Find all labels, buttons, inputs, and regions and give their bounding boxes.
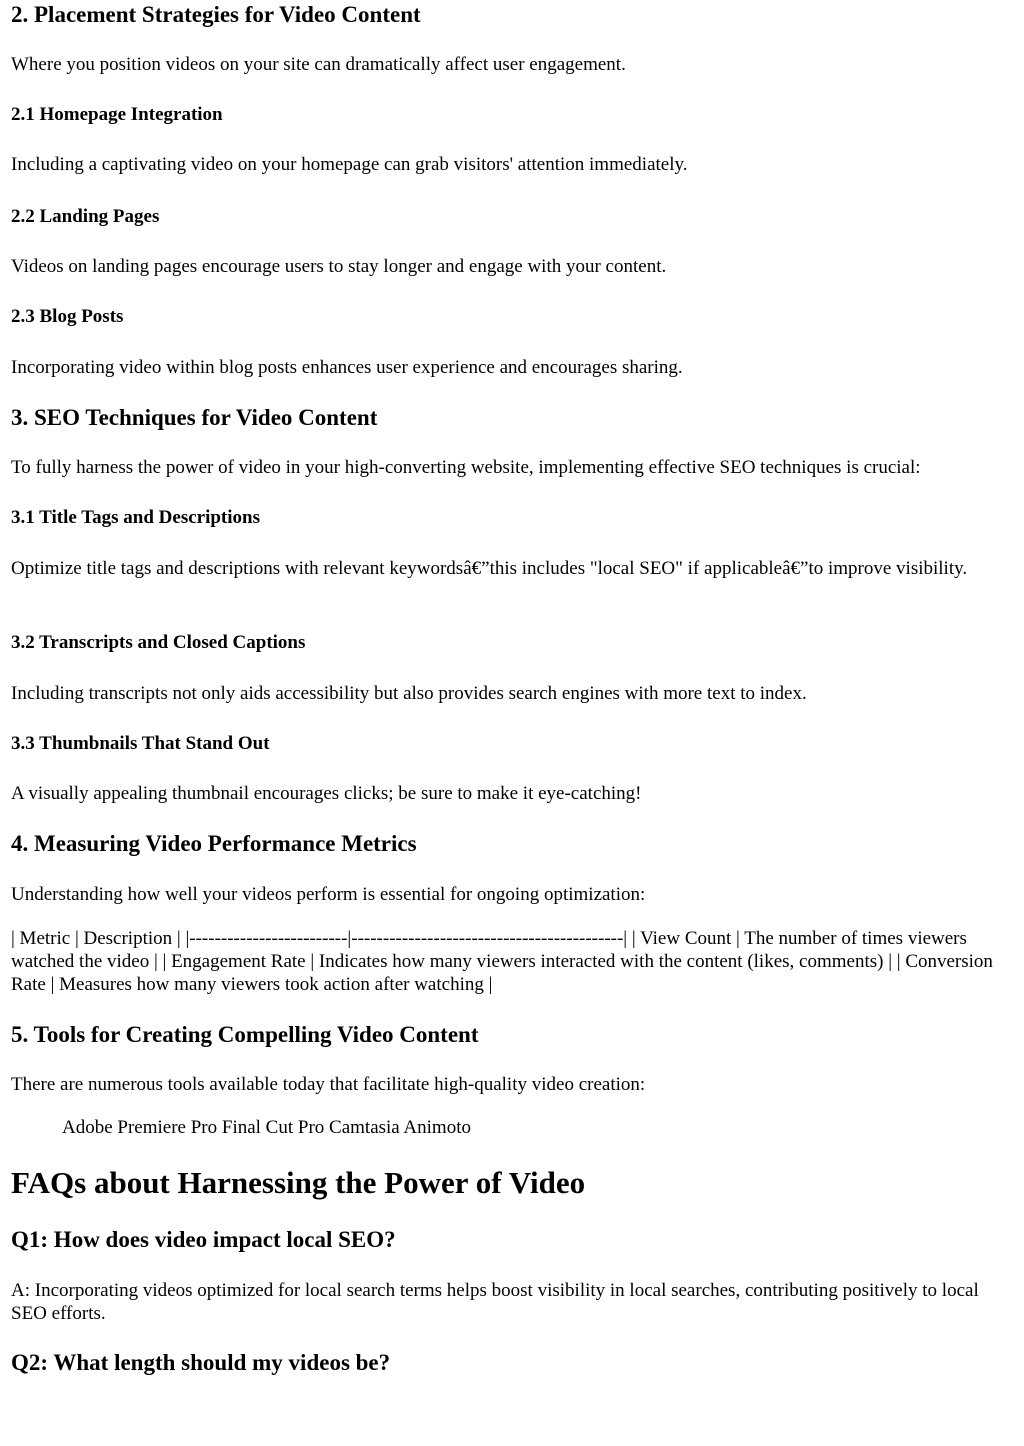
paragraph-seo-intro: To fully harness the power of video in your high-converting website, implementing effective SEO techniques is crucial: <box>11 457 921 478</box>
section-heading-seo-techniques: 3. SEO Techniques for Video Content <box>11 405 378 430</box>
paragraph-landing-pages: Videos on landing pages encourage users to stay longer and engage with your content. <box>11 256 667 277</box>
paragraph-homepage-integration: Including a captivating video on your homepage can grab visitors' attention immediately. <box>11 154 688 175</box>
section-heading-measuring-performance: 4. Measuring Video Performance Metrics <box>11 831 417 856</box>
metrics-table-raw-text: | Metric | Description | |-------------------------|-------------------------------------------| | View Count | The number of times viewers watched the video | | Engagement Rate | Indicates how many viewers interacted with the content (likes, comments) | | Conversion Rate | Measures how many viewers took action after watching | <box>11 928 993 995</box>
subheading-landing-pages: 2.2 Landing Pages <box>11 206 160 227</box>
paragraph-tools-intro: There are numerous tools available today that facilitate high-quality video creation: <box>11 1074 646 1095</box>
faq-heading: FAQs about Harnessing the Power of Video <box>11 1165 586 1200</box>
faq-answer-1: A: Incorporating videos optimized for local search terms helps boost visibility in local searches, contributing positively to local SEO efforts. <box>11 1280 979 1324</box>
paragraph-blog-posts: Incorporating video within blog posts enhances user experience and encourages sharing. <box>11 357 683 378</box>
subheading-blog-posts: 2.3 Blog Posts <box>11 306 124 327</box>
paragraph-thumbnails: A visually appealing thumbnail encourages clicks; be sure to make it eye-catching! <box>11 783 642 804</box>
paragraph-measuring-intro: Understanding how well your videos perform is essential for ongoing optimization: <box>11 884 646 905</box>
section-heading-placement-strategies: 2. Placement Strategies for Video Content <box>11 2 421 27</box>
subheading-thumbnails: 3.3 Thumbnails That Stand Out <box>11 733 270 754</box>
faq-question-1: Q1: How does video impact local SEO? <box>11 1227 396 1252</box>
paragraph-title-tags: Optimize title tags and descriptions with relevant keywordsâ€”this includes "local SEO" if applicableâ€”to improve visibility. <box>11 558 968 579</box>
tools-list: Adobe Premiere Pro Final Cut Pro Camtasia Animoto <box>62 1117 471 1138</box>
faq-question-2: Q2: What length should my videos be? <box>11 1350 391 1375</box>
subheading-title-tags: 3.1 Title Tags and Descriptions <box>11 507 260 528</box>
paragraph-placement-intro: Where you position videos on your site can dramatically affect user engagement. <box>11 54 626 75</box>
subheading-transcripts: 3.2 Transcripts and Closed Captions <box>11 632 306 653</box>
subheading-homepage-integration: 2.1 Homepage Integration <box>11 104 223 125</box>
section-heading-tools: 5. Tools for Creating Compelling Video Content <box>11 1022 479 1047</box>
paragraph-transcripts: Including transcripts not only aids accessibility but also provides search engines with more text to index. <box>11 683 807 704</box>
